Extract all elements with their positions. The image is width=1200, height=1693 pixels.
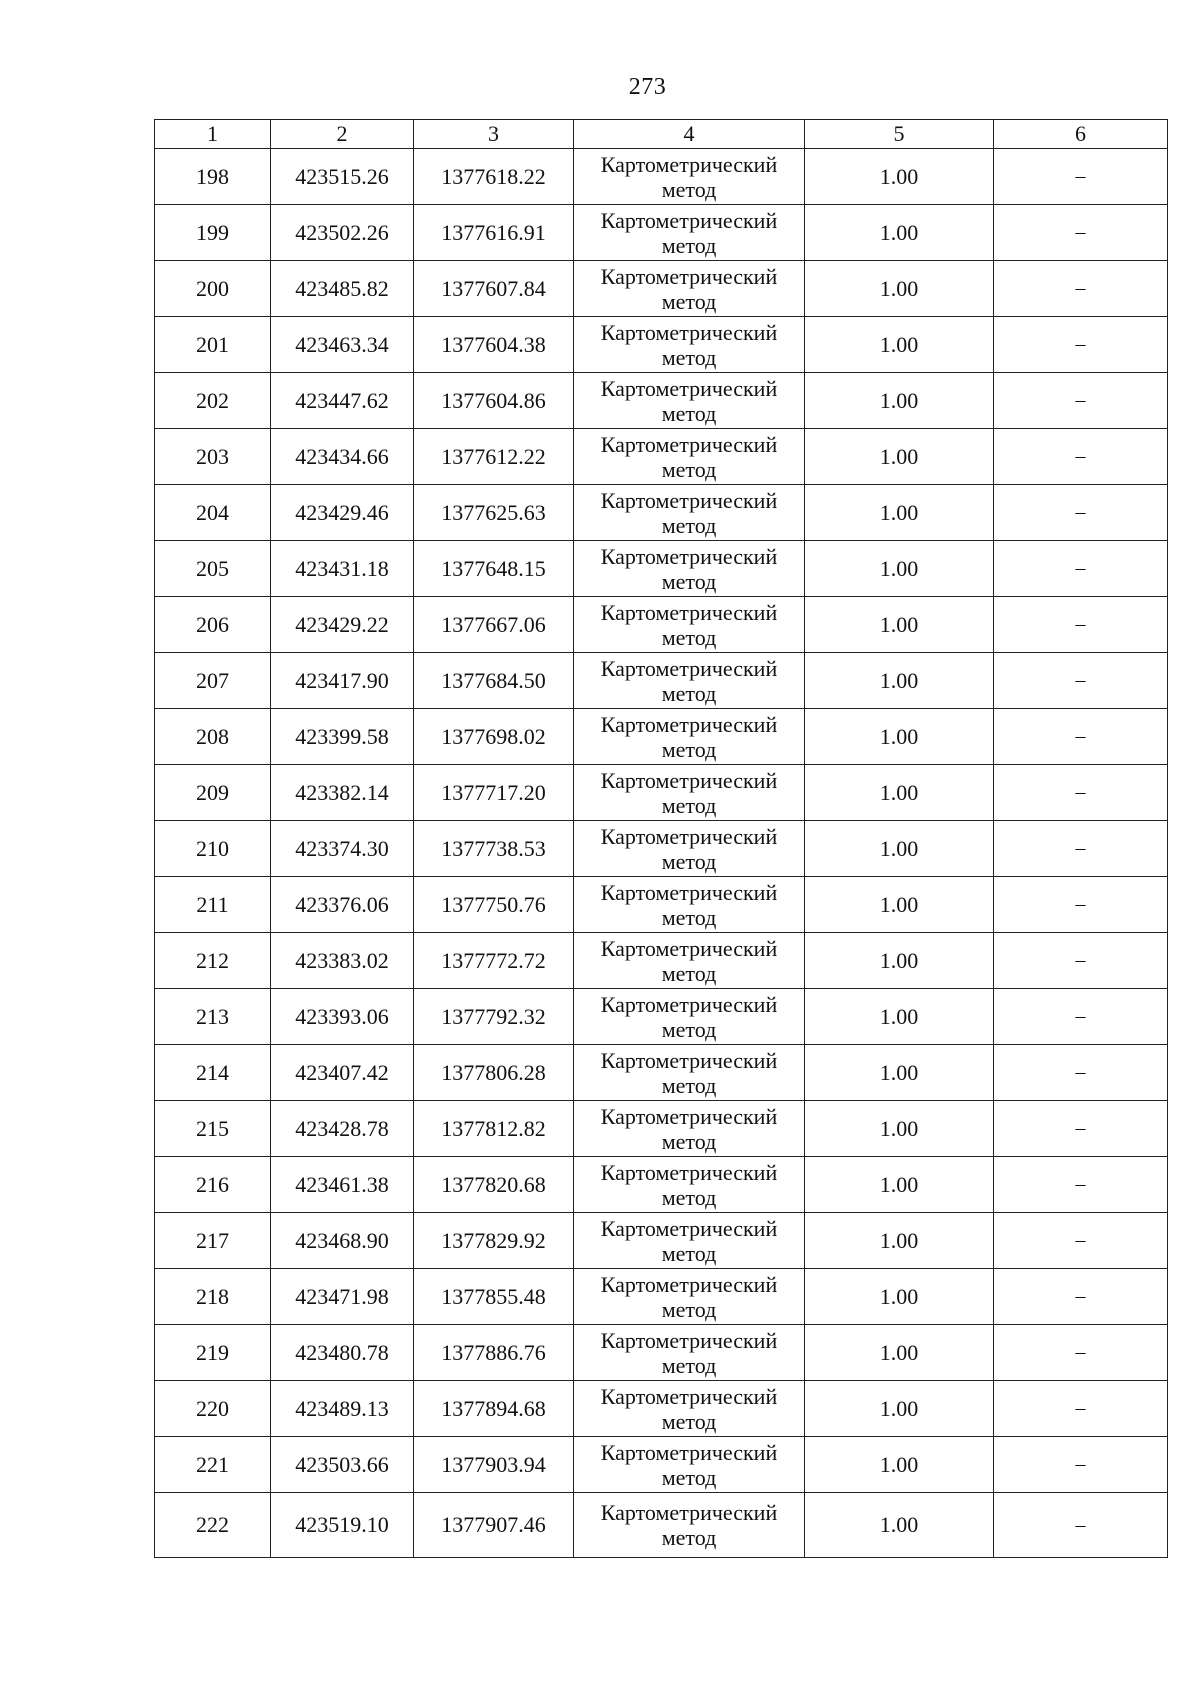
table-row	[155, 765, 1168, 821]
method-cell: Картометрический метод	[574, 1101, 805, 1157]
table-row	[155, 1045, 1168, 1101]
y-coordinate-cell: 1377625.63	[414, 485, 574, 541]
accuracy-cell: 1.00	[805, 1269, 994, 1325]
table-row	[155, 485, 1168, 541]
column-header: 2	[271, 120, 414, 149]
table-row	[155, 597, 1168, 653]
column-header: 5	[805, 120, 994, 149]
column-header: 3	[414, 120, 574, 149]
x-coordinate-cell: 423468.90	[271, 1213, 414, 1269]
y-coordinate-cell: 1377607.84	[414, 261, 574, 317]
page-number: 273	[628, 74, 667, 100]
x-coordinate-cell: 423382.14	[271, 765, 414, 821]
method-cell: Картометрический метод	[574, 429, 805, 485]
note-cell: –	[994, 373, 1168, 429]
table-row	[155, 317, 1168, 373]
table-row	[155, 1101, 1168, 1157]
table-row	[155, 989, 1168, 1045]
note-cell: –	[994, 317, 1168, 373]
y-coordinate-cell: 1377616.91	[414, 205, 574, 261]
point-number-cell: 205	[155, 541, 271, 597]
table-row	[155, 933, 1168, 989]
accuracy-cell: 1.00	[805, 149, 994, 205]
method-cell: Картометрический метод	[574, 653, 805, 709]
point-number-cell: 200	[155, 261, 271, 317]
accuracy-cell: 1.00	[805, 1493, 994, 1558]
column-header: 4	[574, 120, 805, 149]
note-cell: –	[994, 541, 1168, 597]
table-row	[155, 1157, 1168, 1213]
note-cell: –	[994, 485, 1168, 541]
y-coordinate-cell: 1377604.38	[414, 317, 574, 373]
accuracy-cell: 1.00	[805, 485, 994, 541]
y-coordinate-cell: 1377907.46	[414, 1493, 574, 1558]
note-cell: –	[994, 429, 1168, 485]
note-cell: –	[994, 1381, 1168, 1437]
y-coordinate-cell: 1377648.15	[414, 541, 574, 597]
x-coordinate-cell: 423407.42	[271, 1045, 414, 1101]
point-number-cell: 222	[155, 1493, 271, 1558]
table-body	[155, 149, 1168, 1558]
accuracy-cell: 1.00	[805, 765, 994, 821]
x-coordinate-cell: 423431.18	[271, 541, 414, 597]
note-cell: –	[994, 261, 1168, 317]
table-header-row	[155, 120, 1168, 149]
table-row	[155, 373, 1168, 429]
method-cell: Картометрический метод	[574, 597, 805, 653]
y-coordinate-cell: 1377855.48	[414, 1269, 574, 1325]
method-cell: Картометрический метод	[574, 205, 805, 261]
point-number-cell: 215	[155, 1101, 271, 1157]
point-number-cell: 207	[155, 653, 271, 709]
x-coordinate-cell: 423503.66	[271, 1437, 414, 1493]
x-coordinate-cell: 423447.62	[271, 373, 414, 429]
accuracy-cell: 1.00	[805, 373, 994, 429]
note-cell: –	[994, 1493, 1168, 1558]
column-header: 1	[155, 120, 271, 149]
note-cell: –	[994, 933, 1168, 989]
y-coordinate-cell: 1377738.53	[414, 821, 574, 877]
accuracy-cell: 1.00	[805, 1381, 994, 1437]
method-cell: Картометрический метод	[574, 1213, 805, 1269]
point-number-cell: 208	[155, 709, 271, 765]
table-row	[155, 261, 1168, 317]
x-coordinate-cell: 423489.13	[271, 1381, 414, 1437]
table-row	[155, 1381, 1168, 1437]
table-row	[155, 821, 1168, 877]
table-row	[155, 1493, 1168, 1558]
y-coordinate-cell: 1377698.02	[414, 709, 574, 765]
method-cell: Картометрический метод	[574, 709, 805, 765]
table-row	[155, 709, 1168, 765]
y-coordinate-cell: 1377772.72	[414, 933, 574, 989]
x-coordinate-cell: 423461.38	[271, 1157, 414, 1213]
point-number-cell: 202	[155, 373, 271, 429]
point-number-cell: 221	[155, 1437, 271, 1493]
point-number-cell: 203	[155, 429, 271, 485]
method-cell: Картометрический метод	[574, 1437, 805, 1493]
accuracy-cell: 1.00	[805, 541, 994, 597]
x-coordinate-cell: 423485.82	[271, 261, 414, 317]
method-cell: Картометрический метод	[574, 933, 805, 989]
method-cell: Картометрический метод	[574, 1493, 805, 1558]
note-cell: –	[994, 821, 1168, 877]
x-coordinate-cell: 423515.26	[271, 149, 414, 205]
method-cell: Картометрический метод	[574, 541, 805, 597]
note-cell: –	[994, 709, 1168, 765]
y-coordinate-cell: 1377684.50	[414, 653, 574, 709]
accuracy-cell: 1.00	[805, 1157, 994, 1213]
table-row	[155, 1325, 1168, 1381]
y-coordinate-cell: 1377820.68	[414, 1157, 574, 1213]
method-cell: Картометрический метод	[574, 485, 805, 541]
method-cell: Картометрический метод	[574, 373, 805, 429]
method-cell: Картометрический метод	[574, 317, 805, 373]
y-coordinate-cell: 1377618.22	[414, 149, 574, 205]
note-cell: –	[994, 149, 1168, 205]
x-coordinate-cell: 423393.06	[271, 989, 414, 1045]
table-row	[155, 1269, 1168, 1325]
method-cell: Картометрический метод	[574, 1157, 805, 1213]
y-coordinate-cell: 1377750.76	[414, 877, 574, 933]
coordinates-table	[154, 119, 1168, 1558]
accuracy-cell: 1.00	[805, 1101, 994, 1157]
method-cell: Картометрический метод	[574, 877, 805, 933]
method-cell: Картометрический метод	[574, 765, 805, 821]
y-coordinate-cell: 1377792.32	[414, 989, 574, 1045]
method-cell: Картометрический метод	[574, 1269, 805, 1325]
accuracy-cell: 1.00	[805, 933, 994, 989]
x-coordinate-cell: 423417.90	[271, 653, 414, 709]
accuracy-cell: 1.00	[805, 1325, 994, 1381]
y-coordinate-cell: 1377806.28	[414, 1045, 574, 1101]
note-cell: –	[994, 989, 1168, 1045]
point-number-cell: 219	[155, 1325, 271, 1381]
table-row	[155, 653, 1168, 709]
method-cell: Картометрический метод	[574, 1045, 805, 1101]
table-row	[155, 1437, 1168, 1493]
table-row	[155, 877, 1168, 933]
note-cell: –	[994, 1213, 1168, 1269]
table-row	[155, 149, 1168, 205]
accuracy-cell: 1.00	[805, 261, 994, 317]
x-coordinate-cell: 423429.46	[271, 485, 414, 541]
note-cell: –	[994, 1325, 1168, 1381]
accuracy-cell: 1.00	[805, 989, 994, 1045]
method-cell: Картометрический метод	[574, 261, 805, 317]
accuracy-cell: 1.00	[805, 317, 994, 373]
x-coordinate-cell: 423471.98	[271, 1269, 414, 1325]
note-cell: –	[994, 1157, 1168, 1213]
x-coordinate-cell: 423376.06	[271, 877, 414, 933]
point-number-cell: 212	[155, 933, 271, 989]
x-coordinate-cell: 423383.02	[271, 933, 414, 989]
note-cell: –	[994, 1437, 1168, 1493]
method-cell: Картометрический метод	[574, 1381, 805, 1437]
y-coordinate-cell: 1377886.76	[414, 1325, 574, 1381]
accuracy-cell: 1.00	[805, 877, 994, 933]
point-number-cell: 210	[155, 821, 271, 877]
point-number-cell: 213	[155, 989, 271, 1045]
table-row	[155, 205, 1168, 261]
point-number-cell: 211	[155, 877, 271, 933]
point-number-cell: 199	[155, 205, 271, 261]
x-coordinate-cell: 423428.78	[271, 1101, 414, 1157]
note-cell: –	[994, 1101, 1168, 1157]
note-cell: –	[994, 1045, 1168, 1101]
note-cell: –	[994, 597, 1168, 653]
x-coordinate-cell: 423429.22	[271, 597, 414, 653]
y-coordinate-cell: 1377894.68	[414, 1381, 574, 1437]
x-coordinate-cell: 423519.10	[271, 1493, 414, 1558]
accuracy-cell: 1.00	[805, 821, 994, 877]
accuracy-cell: 1.00	[805, 1213, 994, 1269]
y-coordinate-cell: 1377812.82	[414, 1101, 574, 1157]
method-cell: Картометрический метод	[574, 1325, 805, 1381]
note-cell: –	[994, 765, 1168, 821]
x-coordinate-cell: 423480.78	[271, 1325, 414, 1381]
point-number-cell: 220	[155, 1381, 271, 1437]
y-coordinate-cell: 1377604.86	[414, 373, 574, 429]
note-cell: –	[994, 205, 1168, 261]
x-coordinate-cell: 423502.26	[271, 205, 414, 261]
method-cell: Картометрический метод	[574, 989, 805, 1045]
x-coordinate-cell: 423374.30	[271, 821, 414, 877]
point-number-cell: 216	[155, 1157, 271, 1213]
accuracy-cell: 1.00	[805, 205, 994, 261]
y-coordinate-cell: 1377829.92	[414, 1213, 574, 1269]
note-cell: –	[994, 653, 1168, 709]
accuracy-cell: 1.00	[805, 709, 994, 765]
accuracy-cell: 1.00	[805, 429, 994, 485]
table-row	[155, 1213, 1168, 1269]
x-coordinate-cell: 423463.34	[271, 317, 414, 373]
point-number-cell: 214	[155, 1045, 271, 1101]
point-number-cell: 204	[155, 485, 271, 541]
y-coordinate-cell: 1377667.06	[414, 597, 574, 653]
accuracy-cell: 1.00	[805, 1045, 994, 1101]
y-coordinate-cell: 1377717.20	[414, 765, 574, 821]
method-cell: Картометрический метод	[574, 821, 805, 877]
accuracy-cell: 1.00	[805, 597, 994, 653]
column-header: 6	[994, 120, 1168, 149]
x-coordinate-cell: 423399.58	[271, 709, 414, 765]
accuracy-cell: 1.00	[805, 1437, 994, 1493]
point-number-cell: 209	[155, 765, 271, 821]
note-cell: –	[994, 877, 1168, 933]
point-number-cell: 201	[155, 317, 271, 373]
point-number-cell: 217	[155, 1213, 271, 1269]
point-number-cell: 198	[155, 149, 271, 205]
method-cell: Картометрический метод	[574, 149, 805, 205]
y-coordinate-cell: 1377903.94	[414, 1437, 574, 1493]
y-coordinate-cell: 1377612.22	[414, 429, 574, 485]
table-row	[155, 429, 1168, 485]
x-coordinate-cell: 423434.66	[271, 429, 414, 485]
table-row	[155, 541, 1168, 597]
point-number-cell: 206	[155, 597, 271, 653]
point-number-cell: 218	[155, 1269, 271, 1325]
accuracy-cell: 1.00	[805, 653, 994, 709]
note-cell: –	[994, 1269, 1168, 1325]
